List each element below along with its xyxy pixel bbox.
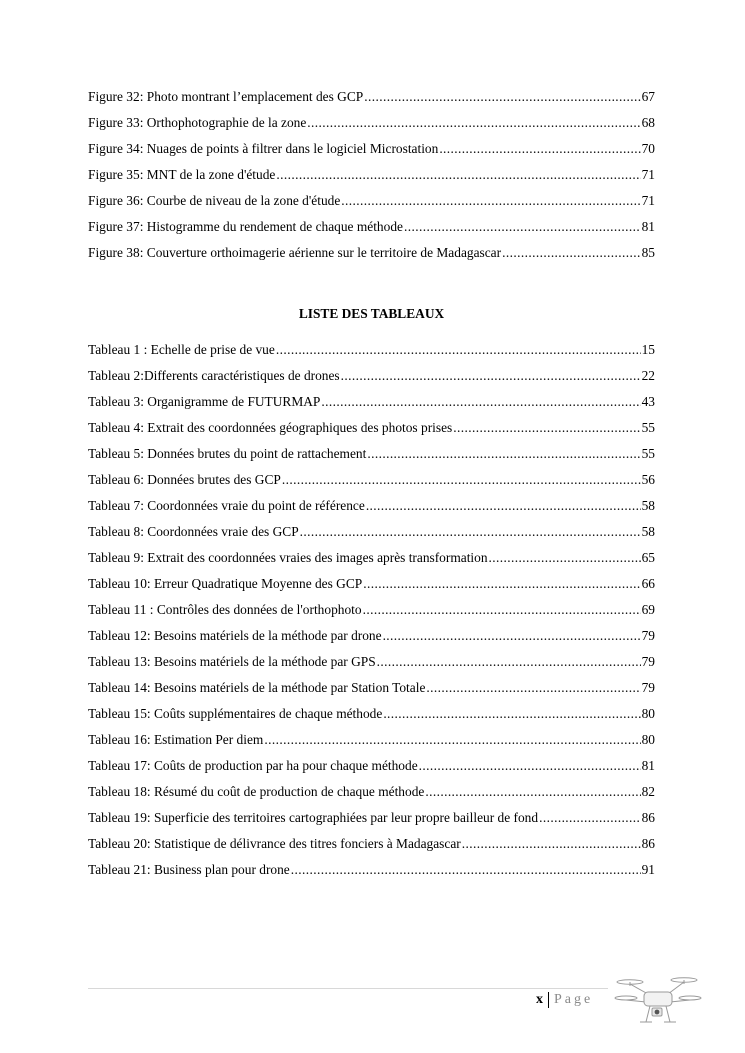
figure-entry-label: Figure 33: Orthophotographie de la zone <box>88 115 307 130</box>
figure-entry-label: Figure 38: Couverture orthoimagerie aérienne sur le territoire de Madagascar <box>88 245 502 260</box>
table-entry-page-number: 80 <box>641 732 655 747</box>
dot-leader <box>453 415 640 441</box>
dot-leader <box>383 701 640 727</box>
table-entry-page-number: 65 <box>641 550 655 565</box>
dot-leader <box>276 162 640 188</box>
table-entry[interactable] <box>88 623 655 649</box>
dot-leader <box>367 441 640 467</box>
drone-icon <box>614 968 702 1028</box>
table-entry-page-number: 80 <box>641 706 655 721</box>
dot-leader <box>291 857 641 883</box>
table-entry-page-number: 69 <box>641 602 655 617</box>
table-entry-label: Tableau 18: Résumé du coût de production de chaque méthode <box>88 784 425 799</box>
figure-entry[interactable] <box>88 162 655 188</box>
dot-leader <box>383 623 641 649</box>
figure-entry-page-number: 71 <box>641 193 655 208</box>
table-entry-page-number: 43 <box>641 394 655 409</box>
table-entry-label: Tableau 1 : Echelle de prise de vue <box>88 342 275 357</box>
table-entry[interactable] <box>88 857 655 883</box>
figures-list <box>88 84 655 266</box>
tables-heading: LISTE DES TABLEAUX <box>298 306 445 321</box>
table-entry-page-number: 55 <box>641 446 655 461</box>
table-entry[interactable] <box>88 805 655 831</box>
table-entry[interactable] <box>88 467 655 493</box>
table-entry-page-number: 79 <box>641 628 655 643</box>
figure-entry-label: Figure 37: Histogramme du rendement de chaque méthode <box>88 219 403 234</box>
table-entry[interactable] <box>88 363 655 389</box>
figure-entry[interactable] <box>88 240 655 266</box>
table-entry-label: Tableau 2:Differents caractéristiques de drones <box>88 368 340 383</box>
table-entry[interactable] <box>88 831 655 857</box>
dot-leader <box>264 727 640 753</box>
table-entry-label: Tableau 19: Superficie des territoires cartographiées par leur propre bailleur de fond <box>88 810 539 825</box>
table-entry-label: Tableau 13: Besoins matériels de la méthode par GPS <box>88 654 376 669</box>
dot-leader <box>363 597 641 623</box>
dot-leader <box>439 136 640 162</box>
dot-leader <box>426 675 640 701</box>
figure-entry[interactable] <box>88 188 655 214</box>
page-number: x <box>536 992 543 1007</box>
table-entry[interactable] <box>88 337 655 363</box>
dot-leader <box>462 831 641 857</box>
dot-leader <box>307 110 640 136</box>
footer-divider <box>88 988 608 989</box>
table-entry-page-number: 55 <box>641 420 655 435</box>
table-entry[interactable] <box>88 493 655 519</box>
table-entry[interactable] <box>88 571 655 597</box>
table-entry[interactable] <box>88 389 655 415</box>
table-entry-label: Tableau 10: Erreur Quadratique Moyenne des GCP <box>88 576 363 591</box>
table-entry-label: Tableau 5: Données brutes du point de rattachement <box>88 446 367 461</box>
table-entry-label: Tableau 11 : Contrôles des données de l'orthophoto <box>88 602 362 617</box>
figure-entry-label: Figure 35: MNT de la zone d'étude <box>88 167 276 182</box>
table-entry-page-number: 66 <box>641 576 655 591</box>
table-entry[interactable] <box>88 727 655 753</box>
dot-leader <box>300 519 641 545</box>
table-entry-label: Tableau 14: Besoins matériels de la méthode par Station Totale <box>88 680 426 695</box>
table-entry-page-number: 15 <box>641 342 655 357</box>
dot-leader <box>366 493 641 519</box>
table-entry-page-number: 91 <box>641 862 655 877</box>
figure-entry-label: Figure 36: Courbe de niveau de la zone d'étude <box>88 193 341 208</box>
tables-list <box>88 337 655 883</box>
table-entry[interactable] <box>88 545 655 571</box>
table-entry-label: Tableau 3: Organigramme de FUTURMAP <box>88 394 321 409</box>
table-entry-label: Tableau 4: Extrait des coordonnées géographiques des photos prises <box>88 420 453 435</box>
figure-entry-label: Figure 32: Photo montrant l’emplacement des GCP <box>88 89 364 104</box>
table-entry-label: Tableau 20: Statistique de délivrance des titres fonciers à Madagascar <box>88 836 461 851</box>
table-entry-page-number: 82 <box>641 784 655 799</box>
dot-leader <box>321 389 640 415</box>
dot-leader <box>341 188 640 214</box>
table-entry[interactable] <box>88 675 655 701</box>
table-entry-label: Tableau 21: Business plan pour drone <box>88 862 290 877</box>
table-entry-label: Tableau 9: Extrait des coordonnées vraies des images après transformation <box>88 550 488 565</box>
figure-entry[interactable] <box>88 110 655 136</box>
dot-leader <box>341 363 641 389</box>
table-entry-label: Tableau 17: Coûts de production par ha pour chaque méthode <box>88 758 418 773</box>
table-entry[interactable] <box>88 415 655 441</box>
table-entry-page-number: 22 <box>641 368 655 383</box>
dot-leader <box>489 545 641 571</box>
dot-leader <box>539 805 641 831</box>
table-entry[interactable] <box>88 597 655 623</box>
table-entry[interactable] <box>88 441 655 467</box>
dot-leader <box>282 467 641 493</box>
dot-leader <box>419 753 641 779</box>
dot-leader <box>363 571 640 597</box>
table-entry-page-number: 81 <box>641 758 655 773</box>
dot-leader <box>502 240 641 266</box>
table-entry-page-number: 56 <box>641 472 655 487</box>
figure-entry[interactable] <box>88 84 655 110</box>
table-entry-page-number: 79 <box>641 680 655 695</box>
table-entry-label: Tableau 16: Estimation Per diem <box>88 732 264 747</box>
figure-entry-page-number: 68 <box>641 115 655 130</box>
table-entry-page-number: 79 <box>641 654 655 669</box>
table-entry[interactable] <box>88 701 655 727</box>
figure-entry-page-number: 71 <box>641 167 655 182</box>
figure-entry-page-number: 70 <box>641 141 655 156</box>
figure-entry[interactable] <box>88 136 655 162</box>
figure-entry-page-number: 67 <box>641 89 655 104</box>
page-label: Page <box>554 992 594 1007</box>
footer-separator <box>548 992 549 1008</box>
table-entry[interactable] <box>88 779 655 805</box>
table-entry-label: Tableau 6: Données brutes des GCP <box>88 472 281 487</box>
figure-entry-label: Figure 34: Nuages de points à filtrer dans le logiciel Microstation <box>88 141 439 156</box>
table-entry-label: Tableau 7: Coordonnées vraie du point de référence <box>88 498 365 513</box>
table-entry-label: Tableau 12: Besoins matériels de la méthode par drone <box>88 628 382 643</box>
table-entry-page-number: 86 <box>641 836 655 851</box>
figure-entry[interactable] <box>88 214 655 240</box>
table-entry[interactable] <box>88 649 655 675</box>
table-entry[interactable] <box>88 753 655 779</box>
table-entry-page-number: 86 <box>641 810 655 825</box>
dot-leader <box>276 337 641 363</box>
table-entry-label: Tableau 15: Coûts supplémentaires de chaque méthode <box>88 706 383 721</box>
table-entry-label: Tableau 8: Coordonnées vraie des GCP <box>88 524 299 539</box>
dot-leader <box>377 649 641 675</box>
page-footer <box>536 990 593 1010</box>
table-entry-page-number: 58 <box>641 498 655 513</box>
table-entry-page-number: 58 <box>641 524 655 539</box>
figure-entry-page-number: 81 <box>641 219 655 234</box>
dot-leader <box>404 214 641 240</box>
table-entry[interactable] <box>88 519 655 545</box>
figure-entry-page-number: 85 <box>641 245 655 260</box>
dot-leader <box>364 84 640 110</box>
dot-leader <box>425 779 640 805</box>
